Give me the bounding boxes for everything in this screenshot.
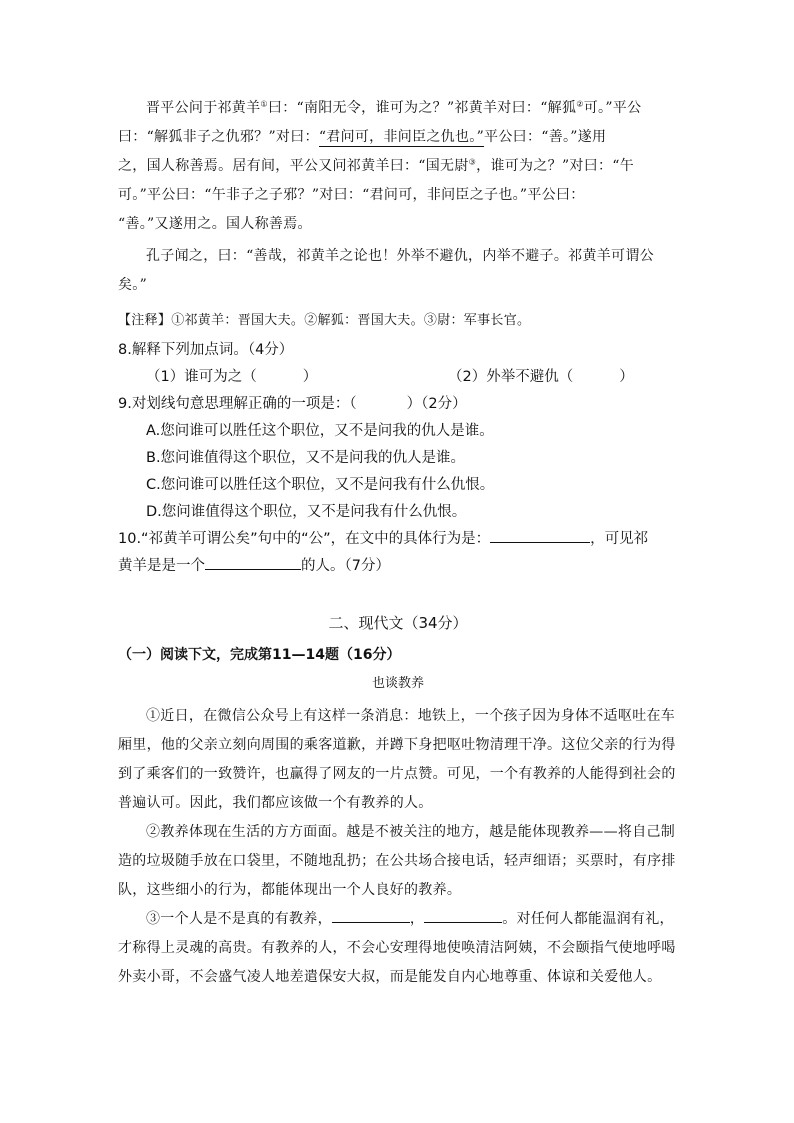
q8-options: （1）谁可为之（ ） （2）外举不避仇（ ） <box>146 369 634 385</box>
classical-passage <box>118 94 678 335</box>
footnote-marker-1: ① <box>260 99 268 109</box>
passage-line-1: 晋平公问于祁黄羊①曰：“南阳无令，谁可为之？”祁黄羊对曰：“解狐②可。”平公 <box>146 99 642 116</box>
essay-p2-line-1: ②教养体现在生活的方方面面。越是不被关注的地方，越是能体现教养——将自己制 <box>146 824 676 840</box>
essay-p2-line-3: 队，这些细小的行为，都能体现出一个人良好的教养。 <box>118 882 462 898</box>
q10-line-2: 黄羊是是一个 的人。（7分） <box>118 553 678 580</box>
passage-line-6: 孔子闻之，曰：“善哉，祁黄羊之论也！外举不避仇，内举不避子。祁黄羊可谓公 <box>146 248 654 264</box>
essay-p1-line-2: 厢里，他的父亲立刻向周围的乘客道歉，并蹲下身把呕吐物清理干净。这位父亲的行为得 <box>118 737 676 753</box>
essay-blank-2[interactable] <box>424 908 502 923</box>
essay-blank-1[interactable] <box>332 908 410 923</box>
essay-p3-line-2: 才称得上灵魂的高贵。有教养的人，不会心安理得地使唤清洁阿姨，不会颐指气使地呼喝 <box>118 940 676 956</box>
q8-stem: 8.解释下列加点词。（4分） <box>118 342 294 358</box>
q9-option-d[interactable]: D.您问谁值得这个职位，又不是问我有什么仇恨。 <box>146 504 467 520</box>
passage-line-2: 曰：“解狐非子之仇邪？”对曰：“君问可，非问臣之仇也。”平公曰：“善。”遂用 <box>118 129 607 145</box>
footnote-marker-2: ② <box>576 99 584 109</box>
q9-option-b[interactable]: B.您问谁值得这个职位，又不是问我的仇人是谁。 <box>146 450 466 466</box>
essay-p1-line-1: ①近日，在微信公众号上有这样一条消息：地铁上，一个孩子因为身体不适呕吐在车 <box>146 708 676 724</box>
passage-line-5: “善。”又遂用之。国人称善焉。 <box>118 216 312 232</box>
footnote-marker-3: ③ <box>468 157 477 167</box>
essay-title: 也谈教养 <box>371 676 424 691</box>
q10-line-1: 10.“祁黄羊可谓公矣”句中的“公”，在文中的具体行为是： ，可见祁 <box>118 526 678 553</box>
passage-line-4: 可。”平公曰：“午非子之子邪？”对曰：“君问可，非问臣之子也。”平公曰： <box>118 187 585 203</box>
essay-p3-line-3: 外卖小哥，不会盛气凌人地差遣保安大叔，而是能发自内心地尊重、体谅和关爱他人。 <box>118 969 662 985</box>
sub-title: （一）阅读下文，完成第11—14题（16分） <box>118 647 401 663</box>
q10-blank-1[interactable] <box>490 528 590 543</box>
underlined-sentence: “君问可，非问臣之仇也。” <box>318 129 485 145</box>
essay-p1-line-4: 普遍认可。因此，我们都应该做一个有教养的人。 <box>118 795 433 811</box>
q9-option-a[interactable]: A.您问谁可以胜任这个职位，又不是问我的仇人是谁。 <box>146 423 494 439</box>
section-title: 二、现代文（34分） <box>328 614 468 632</box>
q10-blank-2[interactable] <box>205 555 301 570</box>
annotation-note: 【注释】①祁黄羊：晋国大夫。②解狐：晋国大夫。③尉：军事长官。 <box>118 313 531 328</box>
questions-block <box>118 337 678 580</box>
modern-essay <box>118 702 678 992</box>
passage-line-3: 之，国人称善焉。居有间，平公又问祁黄羊曰：“国无尉③，谁可为之？”对曰：“午 <box>118 157 635 174</box>
q9-option-c[interactable]: C.您问谁可以胜任这个职位，又不是问我有什么仇恨。 <box>146 477 495 493</box>
essay-p3-line-1: ③一个人是不是真的有教养， ， 。对任何人都能温润有礼， <box>118 905 678 934</box>
essay-p1-line-3: 到了乘客们的一致赞许，也赢得了网友的一片点赞。可见，一个有教养的人能得到社会的 <box>118 766 676 782</box>
q9-stem: 9.对划线句意思理解正确的一项是：（ ）（2分） <box>118 396 467 412</box>
essay-p2-line-2: 造的垃圾随手放在口袋里，不随地乱扔；在公共场合接电话，轻声细语；买票时，有序排 <box>118 853 676 869</box>
passage-line-7: 矣。” <box>118 277 148 293</box>
